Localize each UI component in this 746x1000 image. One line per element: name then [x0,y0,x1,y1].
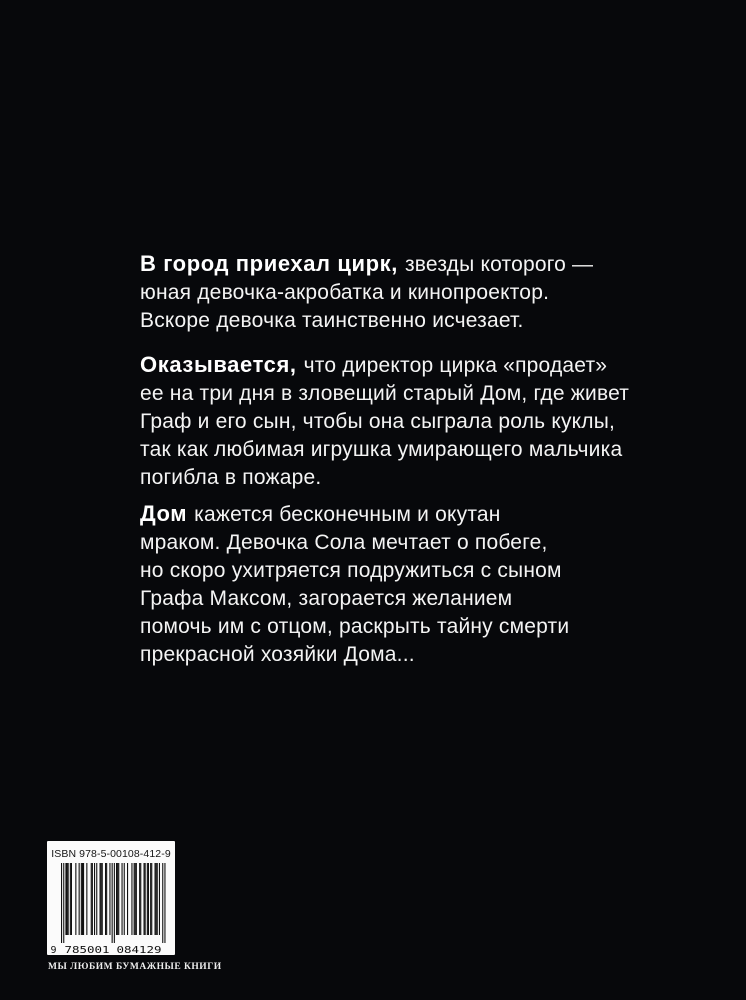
blurb-line: Дом кажется бесконечным и окутан [140,501,501,526]
paragraph-lead: Оказывается, [140,352,297,377]
blurb-line: Оказывается, что директор цирка «продает» [140,352,608,377]
blurb-line: Графа Максом, загорается желанием [140,587,513,610]
blurb-line: Граф и его сын, чтобы она сыграла роль куклы, [140,410,616,433]
isbn-label: ISBN 978-5-00108-412-9 [51,848,171,860]
barcode-panel [47,841,175,955]
paragraph-lead: Дом [140,501,188,526]
barcode-digits: 9 [50,945,57,955]
paragraph-lead: В город приехал цирк, [140,251,398,276]
annotation-text [140,250,670,685]
blurb-line: ее на три дня в зловещий старый Дом, где живет [140,382,630,405]
blurb-line: прекрасной хозяйки Дома... [140,643,415,666]
barcode-digits: 084129 [116,945,162,955]
blurb-line: помочь им с отцом, раскрыть тайну смерти [140,615,570,638]
blurb-line: мраком. Девочка Сола мечтает о побеге, [140,531,548,554]
blurb-line: так как любимая игрушка умирающего мальчика [140,438,623,461]
blurb-line: погибла в пожаре. [140,466,322,489]
blurb-line: но скоро ухитряется подружиться с сыном [140,559,562,582]
ean13-barcode [47,863,175,955]
blurb-line: Вскоре девочка таинственно исчезает. [140,309,524,332]
blurb-paragraph [140,500,670,669]
publisher-slogan: МЫ ЛЮБИМ БУМАЖНЫЕ КНИГИ [48,962,222,972]
blurb-line: В город приехал цирк, звезды которого — [140,251,594,276]
blurb-line: юная девочка-акробатка и кинопроектор. [140,281,550,304]
blurb-paragraph [140,250,670,335]
blurb-paragraph [140,351,670,492]
barcode-digits: 785001 [64,945,110,955]
